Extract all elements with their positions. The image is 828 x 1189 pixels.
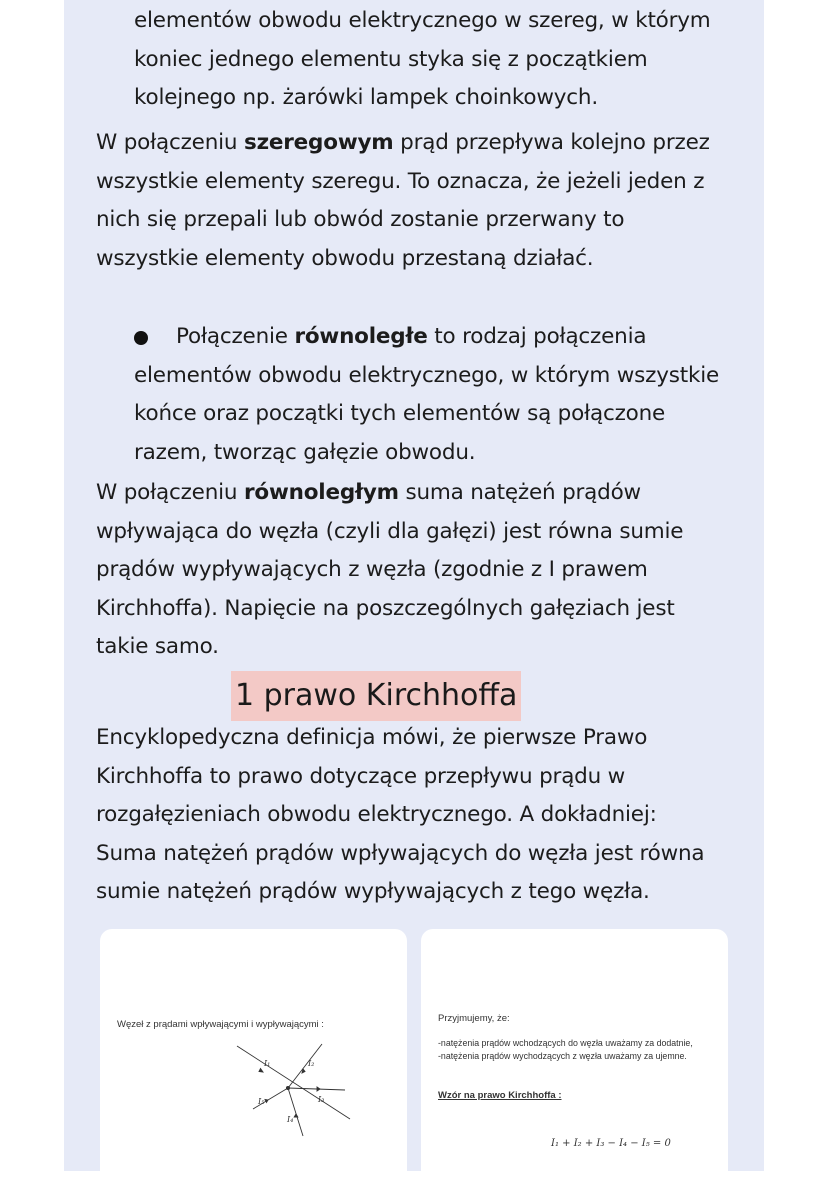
bold-term: szeregowym bbox=[243, 130, 394, 155]
text-line: elementów obwodu elektrycznego w szereg, w którym bbox=[134, 8, 711, 33]
intro-text: Przyjmujemy, że: bbox=[438, 1013, 510, 1024]
current-label: I₄ bbox=[287, 1115, 294, 1124]
text-line: rozgałęzieniach obwodu elektrycznego. A dokładniej: bbox=[96, 802, 657, 827]
text-line: koniec jednego elementu styka się z początkiem bbox=[134, 46, 648, 72]
section-heading: 1 prawo Kirchhoffa bbox=[231, 671, 521, 721]
arrow-icon bbox=[317, 1087, 320, 1091]
formula-title: Wzór na prawo Kirchhoffa : bbox=[438, 1090, 562, 1101]
text-line: końce oraz początki tych elementów są połączone bbox=[134, 401, 666, 426]
text-line: razem, tworząc gałęzie obwodu. bbox=[134, 439, 476, 465]
bullet-dot-icon bbox=[134, 331, 148, 345]
arrow-icon bbox=[294, 1114, 298, 1117]
text-line: wpływająca do węzła (czyli dla gałęzi) jest równa sumie bbox=[96, 518, 684, 544]
text-line: wszystkie elementy obwodu przestaną działać. bbox=[96, 245, 594, 271]
text-line: W połączeniu szeregowym prąd przepływa kolejno przez bbox=[96, 130, 710, 155]
node-dot bbox=[286, 1086, 289, 1089]
bold-term: równoległe bbox=[294, 324, 428, 349]
current-label: I₂ bbox=[308, 1059, 315, 1068]
node-diagram-card bbox=[100, 929, 407, 1189]
text-line: elementów obwodu elektrycznego, w którym wszystkie bbox=[134, 362, 720, 388]
diagram-caption: Węzeł z prądami wpływającymi i wypływającymi : bbox=[117, 1019, 324, 1030]
branch-line bbox=[288, 1044, 322, 1088]
rule-negative: -natężenia prądów wychodzących z węzła uważamy za ujemne. bbox=[438, 1051, 687, 1061]
series-paragraph bbox=[96, 124, 788, 278]
parallel-paragraph bbox=[96, 474, 788, 667]
rule-positive: -natężenia prądów wchodzących do węzła uważamy za dodatnie, bbox=[438, 1038, 693, 1048]
kirchhoff-formula: I₁ + I₂ + I₃ − I₄ − I₅ = 0 bbox=[551, 1138, 671, 1149]
text-line: W połączeniu równoległym suma natężeń prądów bbox=[96, 480, 641, 505]
bullet-item: Połączenie równoległe to rodzaj połączenia bbox=[96, 318, 788, 357]
definition-paragraph bbox=[96, 719, 788, 912]
current-label: I₅ bbox=[258, 1097, 265, 1106]
formula-card bbox=[421, 929, 728, 1189]
arrow-icon bbox=[302, 1069, 305, 1073]
branch-line bbox=[288, 1088, 303, 1136]
text-line: Kirchhoffa to prawo dotyczące przepływu prądu w bbox=[96, 763, 626, 789]
branch-line bbox=[288, 1088, 345, 1090]
current-label: I₃ bbox=[318, 1095, 325, 1104]
text-line: Kirchhoffa). Napięcie na poszczególnych gałęziach jest bbox=[96, 595, 675, 621]
bullet1-continuation bbox=[96, 2, 788, 118]
text-line: wszystkie elementy szeregu. To oznacza, że jeżeli jeden z bbox=[96, 168, 705, 194]
text-line: nich się przepali lub obwód zostanie przerwany to bbox=[96, 207, 625, 232]
arrow-icon bbox=[259, 1069, 263, 1073]
current-label: I₁ bbox=[264, 1059, 271, 1068]
text-line: Suma natężeń prądów wpływających do węzła jest równa bbox=[96, 840, 705, 866]
text-line: prądów wypływających z węzła (zgodnie z I prawem bbox=[96, 557, 648, 582]
text-line: Encyklopedyczna definicja mówi, że pierwsze Prawo bbox=[96, 725, 648, 750]
text-line: kolejnego np. żarówki lampek choinkowych. bbox=[134, 85, 598, 110]
node-diagram bbox=[100, 1034, 407, 1184]
bold-term: równoległym bbox=[243, 480, 399, 505]
text-line: takie samo. bbox=[96, 634, 219, 659]
parallel-bullet bbox=[96, 318, 788, 472]
text-line: sumie natężeń prądów wypływających z tego węzła. bbox=[96, 879, 650, 904]
